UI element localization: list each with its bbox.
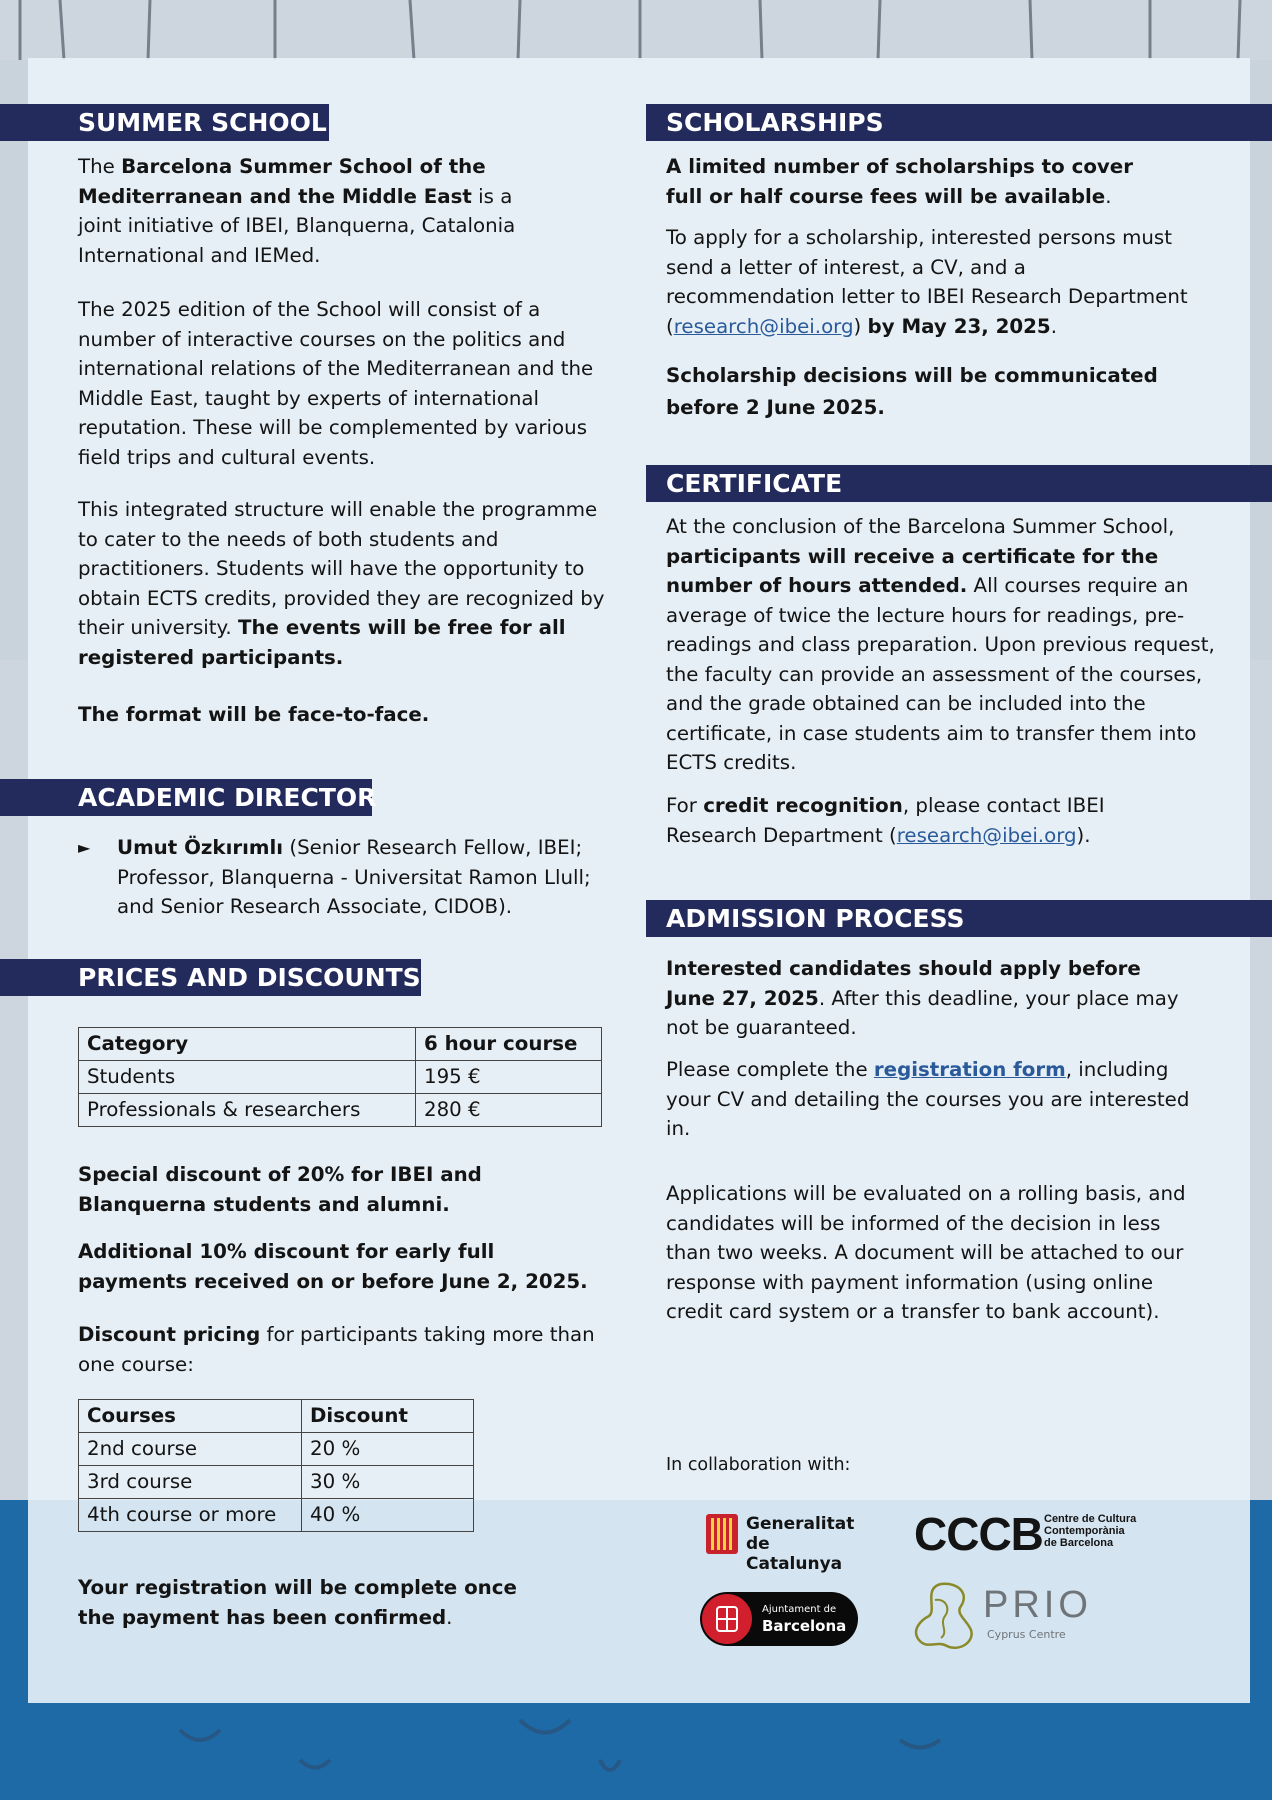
generalitat-line1: Generalitat: [746, 1514, 855, 1534]
table-cell: Professionals & researchers: [79, 1094, 416, 1127]
cccb-subtitle: [1044, 1513, 1136, 1549]
admission-deadline-post: . After this deadline, your place may not be guaranteed.: [666, 986, 1179, 1039]
research-email-link[interactable]: research@ibei.org: [673, 314, 854, 338]
school-name: Barcelona Summer School of the Mediterranean and the Middle East: [78, 155, 486, 208]
scholarship-application-end: .: [1050, 314, 1057, 338]
table-cell: 280 €: [416, 1094, 602, 1127]
table-cell: 2nd course: [79, 1433, 302, 1466]
registration-form-link[interactable]: registration form: [873, 1058, 1066, 1081]
table-cell: 3rd course: [79, 1466, 302, 1499]
academic-director-heading: ACADEMIC DIRECTOR: [0, 779, 372, 816]
scholarship-availability-bold: A limited number of scholarships to cover full or half course fees will be available: [666, 155, 1133, 208]
table-row: [79, 1433, 474, 1466]
table-header: Courses: [79, 1400, 302, 1433]
credit-pre: For: [666, 794, 704, 817]
additional-discount: Additional 10% discount for early full payments received on or before June 2, 2025.: [78, 1240, 588, 1293]
registration-bold: Your registration will be complete once the payment has been confirmed: [78, 1576, 517, 1629]
table-cell: 20 %: [302, 1433, 474, 1466]
credit-bold: credit recognition: [703, 794, 903, 817]
director-text: [117, 833, 617, 922]
prio-logo: [911, 1580, 1091, 1656]
admission-heading: ADMISSION PROCESS: [646, 900, 1272, 937]
prio-wordmark: PRIO: [983, 1584, 1092, 1626]
free-events-note: The events will be free for all registered participants.: [78, 616, 566, 669]
generalitat-line2: de Catalunya: [746, 1534, 843, 1574]
discount-pricing-text: [78, 1320, 618, 1379]
credit-mid: , please contact IBEI Research Department (: [666, 794, 1105, 847]
table-header: Category: [79, 1028, 416, 1061]
summer-school-intro: [78, 152, 608, 270]
table-header: Discount: [302, 1400, 474, 1433]
discount-pricing-rest: for participants taking more than one course:: [78, 1323, 595, 1376]
cccb-line1: Centre de Cultura: [1044, 1513, 1137, 1525]
table-row: [79, 1400, 474, 1433]
scholarships-heading: SCHOLARSHIPS: [646, 104, 1272, 141]
certificate-heading: CERTIFICATE: [646, 465, 1272, 502]
discount-pricing-label: Discount pricing: [78, 1323, 261, 1346]
registration-pre: Please complete the: [666, 1058, 874, 1081]
generalitat-name: [746, 1514, 866, 1574]
ajuntament-logo: [700, 1592, 858, 1646]
scholarship-application-text: To apply for a scholarship, interested persons must send a letter of interest, a CV, and a recommendation letter to IBEI Research Department (: [666, 226, 1188, 338]
special-discount: Special discount of 20% for IBEI and Blanquerna students and alumni.: [78, 1163, 482, 1216]
cccb-logo-icon: CCCB: [914, 1508, 1043, 1560]
prices-heading: PRICES AND DISCOUNTS: [0, 959, 421, 996]
evaluation-process: Applications will be evaluated on a rolling basis, and candidates will be informed of the decision in less than two weeks. A document will be attached to our response with payment information (using online credit card system or a transfer to bank account).: [666, 1182, 1186, 1323]
summer-school-structure: [78, 495, 608, 672]
ajuntament-line1: Ajuntament de: [762, 1604, 837, 1615]
director-details: (Senior Research Fellow, IBEI; Professor, Blanquerna - Universitat Ramon Llull; and Senior Research Associate, CIDOB).: [117, 836, 591, 918]
scholarship-availability: [666, 152, 1166, 211]
table-cell: 30 %: [302, 1466, 474, 1499]
credit-recognition: [666, 791, 1166, 850]
price-table: [78, 1027, 602, 1127]
table-cell: 195 €: [416, 1061, 602, 1094]
table-row: [79, 1499, 474, 1532]
director-name: Umut Özkırımlı: [117, 836, 284, 859]
cccb-logo: [914, 1510, 1154, 1558]
table-row: [79, 1466, 474, 1499]
intro-pre: The: [78, 155, 122, 178]
registration-post: , including your CV and detailing the courses you are interested in.: [666, 1058, 1190, 1140]
cccb-line2: Contemporània: [1044, 1525, 1125, 1537]
table-cell: 40 %: [302, 1499, 474, 1532]
table-cell: Students: [79, 1061, 416, 1094]
scholarship-decisions: Scholarship decisions will be communicated before 2 June 2025.: [666, 364, 1158, 419]
right-column: [646, 0, 1272, 1800]
certificate-pre: At the conclusion of the Barcelona Summer School,: [666, 515, 1175, 538]
cccb-line3: de Barcelona: [1044, 1537, 1114, 1549]
registration-note: [78, 1573, 518, 1632]
ajuntament-line2: Barcelona: [762, 1617, 847, 1635]
certificate-bold: participants will receive a certificate for the number of hours attended.: [666, 544, 1159, 597]
table-row: [79, 1061, 602, 1094]
bullet-arrow-icon: ►: [78, 838, 91, 857]
prio-logo-icon: [911, 1580, 981, 1654]
registration-end: .: [446, 1605, 453, 1629]
certificate-post: All courses require an average of twice the lecture hours for readings, pre-readings and class preparation. Upon previous request, the faculty can provide an assessment of the courses, and the grade obtained can be included into the certificate, in case students aim to transfer them into ECTS credits.: [666, 574, 1215, 774]
scholarship-application-mid: ): [853, 314, 868, 338]
intro-post: is a joint initiative of IBEI, Blanquerna, Catalonia International and IEMed.: [78, 184, 516, 267]
registration-instructions: [666, 1055, 1196, 1144]
prio-subtitle: Cyprus Centre: [987, 1628, 1066, 1641]
ajuntament-logo-icon: [702, 1594, 752, 1644]
scholarship-application: [666, 223, 1196, 341]
table-row: [79, 1094, 602, 1127]
certificate-description: [666, 512, 1226, 778]
scholarship-availability-end: .: [1105, 184, 1112, 208]
format-note: The format will be face-to-face.: [78, 703, 430, 726]
ajuntament-name: [762, 1602, 846, 1634]
table-row: [79, 1028, 602, 1061]
scholarship-deadline: by May 23, 2025: [867, 314, 1051, 338]
summer-school-description: The 2025 edition of the School will consist of a number of interactive courses on the politics and international relations of the Mediterranean and the Middle East, taught by experts of international reputation. These will be complemented by various field trips and cultural events.: [78, 298, 594, 469]
research-email-link-2[interactable]: research@ibei.org: [896, 823, 1077, 847]
structure-text: This integrated structure will enable the programme to cater to the needs of both students and practitioners. Students will have the opportunity to obtain ECTS credits, provided they are recognized by their university.: [78, 498, 605, 639]
table-header: 6 hour course: [416, 1028, 602, 1061]
discount-table: [78, 1399, 474, 1532]
summer-school-heading: SUMMER SCHOOL: [0, 104, 329, 141]
table-cell: 4th course or more: [79, 1499, 302, 1532]
collaboration-label: In collaboration with:: [666, 1455, 851, 1475]
credit-end: ).: [1076, 823, 1091, 847]
generalitat-logo: [706, 1510, 866, 1574]
admission-deadline-bold: Interested candidates should apply before June 27, 2025: [666, 957, 1141, 1010]
generalitat-logo-icon: [706, 1514, 738, 1554]
admission-deadline: [666, 954, 1196, 1043]
